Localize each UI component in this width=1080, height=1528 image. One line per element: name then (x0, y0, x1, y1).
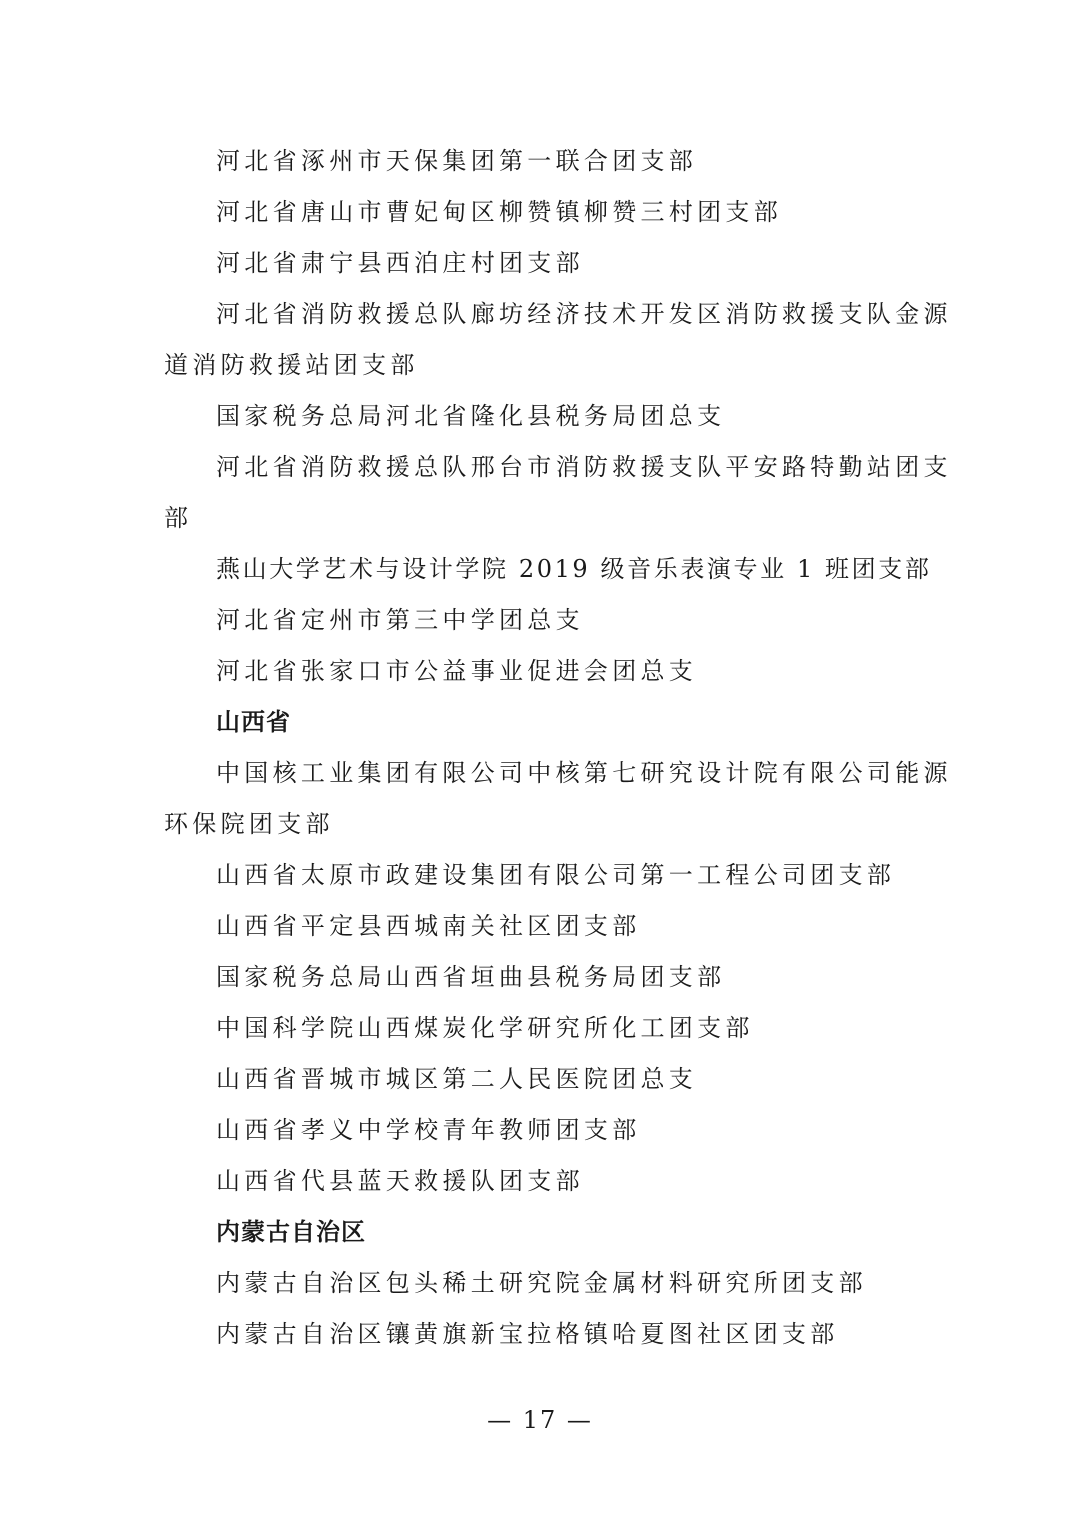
list-item: 河北省张家口市公益事业促进会团总支 (216, 657, 698, 685)
list-item: 山西省代县蓝天救援队团支部 (216, 1167, 584, 1195)
list-item: 内蒙古自治区镶黄旗新宝拉格镇哈夏图社区团支部 (216, 1320, 839, 1348)
list-item-continuation: 道消防救援站团支部 (164, 351, 419, 379)
list-item: 国家税务总局山西省垣曲县税务局团支部 (216, 963, 726, 991)
list-item-continuation: 部 (164, 504, 193, 532)
list-item: 燕山大学艺术与设计学院 2019 级音乐表演专业 1 班团支部 (216, 555, 932, 583)
page-number: — 17 — (487, 1406, 593, 1434)
list-item: 山西省平定县西城南关社区团支部 (216, 912, 641, 940)
list-item: 河北省唐山市曹妃甸区柳赞镇柳赞三村团支部 (216, 198, 782, 226)
list-item: 河北省肃宁县西泊庄村团支部 (216, 249, 584, 277)
list-item: 中国核工业集团有限公司中核第七研究设计院有限公司能源 (216, 759, 952, 787)
list-item: 河北省定州市第三中学团总支 (216, 606, 584, 634)
section-heading-inner-mongolia: 内蒙古自治区 (216, 1218, 366, 1246)
list-item: 山西省晋城市城区第二人民医院团总支 (216, 1065, 698, 1093)
list-item: 中国科学院山西煤炭化学研究所化工团支部 (216, 1014, 754, 1042)
list-item: 河北省消防救援总队邢台市消防救援支队平安路特勤站团支 (216, 453, 952, 481)
list-item: 河北省消防救援总队廊坊经济技术开发区消防救援支队金源 (216, 300, 952, 328)
list-item: 国家税务总局河北省隆化县税务局团总支 (216, 402, 726, 430)
list-item: 河北省涿州市天保集团第一联合团支部 (216, 147, 698, 175)
list-item: 山西省孝义中学校青年教师团支部 (216, 1116, 641, 1144)
list-item-continuation: 环保院团支部 (164, 810, 334, 838)
list-item: 内蒙古自治区包头稀土研究院金属材料研究所团支部 (216, 1269, 867, 1297)
list-item: 山西省太原市政建设集团有限公司第一工程公司团支部 (216, 861, 896, 889)
section-heading-shanxi: 山西省 (216, 708, 291, 736)
